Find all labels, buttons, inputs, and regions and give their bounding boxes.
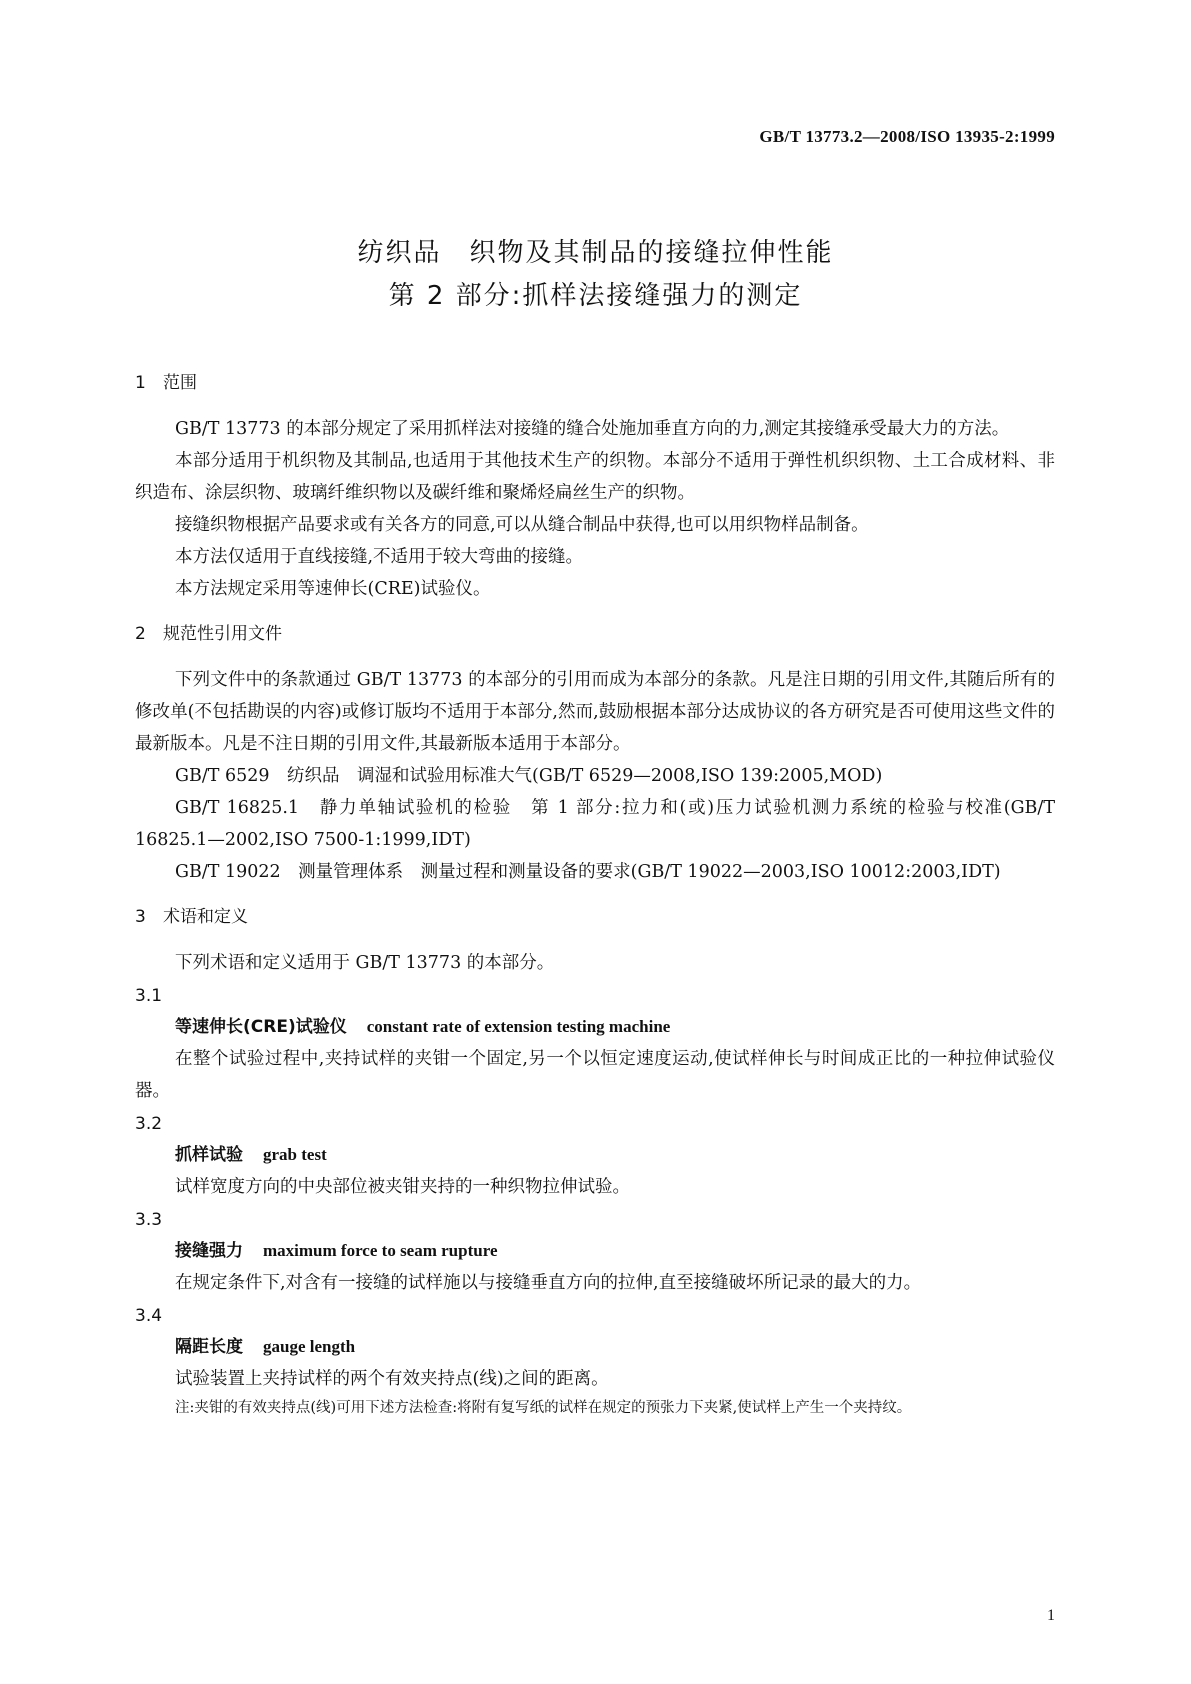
term-definition: 试验装置上夹持试样的两个有效夹持点(线)之间的距离。: [175, 1369, 609, 1389]
term-en: constant rate of extension testing machine: [366, 1017, 671, 1036]
term-heading: [135, 1235, 1055, 1267]
paragraph: 本方法规定采用等速伸长(CRE)试验仪。: [175, 579, 491, 599]
term-definition: 试样宽度方向的中央部位被夹钳夹持的一种织物拉伸试验。: [175, 1177, 630, 1197]
section-heading-scope: [135, 368, 1055, 393]
section-number: 3: [135, 907, 146, 927]
term-zh: 隔距长度: [175, 1337, 243, 1357]
note: 注:夹钳的有效夹持点(线)可用下述方法检查:将附有复写纸的试样在规定的预张力下夹紧,使试样上产生一个夹持纹。: [175, 1400, 912, 1416]
paragraph: 接缝织物根据产品要求或有关各方的同意,可以从缝合制品中获得,也可以用织物样品制备。: [175, 515, 869, 535]
term-en: grab test: [263, 1145, 327, 1164]
section-number: 2: [135, 624, 146, 644]
term-number: 3.1: [135, 986, 163, 1006]
term-definition: 在规定条件下,对含有一接缝的试样施以与接缝垂直方向的拉伸,直至接缝破坏所记录的最大的力。: [175, 1273, 922, 1293]
section-title: 规范性引用文件: [163, 624, 282, 644]
reference-item: GB/T 16825.1 静力单轴试验机的检验 第 1 部分:拉力和(或)压力试验机测力系统的检验与校准(GB/T 16825.1—2002,ISO 7500-1:1999,IDT): [135, 798, 1055, 850]
section-heading-normative-references: [135, 619, 1055, 644]
standard-code: GB/T 13773.2—2008/ISO 13935-2:1999: [759, 127, 1055, 146]
page-number: 1: [1047, 1607, 1055, 1624]
term-number: 3.4: [135, 1306, 163, 1326]
document-body: [135, 368, 1055, 1422]
term-zh: 等速伸长(CRE)试验仪: [175, 1017, 347, 1037]
section-heading-terms: [135, 902, 1055, 927]
term-heading: [135, 1011, 1055, 1043]
term-heading: [135, 1139, 1055, 1171]
term-number: 3.2: [135, 1114, 163, 1134]
term-number: 3.3: [135, 1210, 163, 1230]
paragraph: GB/T 13773 的本部分规定了采用抓样法对接缝的缝合处施加垂直方向的力,测定其接缝承受最大力的方法。: [175, 419, 1010, 439]
term-zh: 接缝强力: [175, 1241, 243, 1261]
paragraph: 本部分适用于机织物及其制品,也适用于其他技术生产的织物。本部分不适用于弹性机织织物、土工合成材料、非织造布、涂层织物、玻璃纤维织物以及碳纤维和聚烯烃扁丝生产的织物。: [135, 451, 1055, 503]
term-definition: 在整个试验过程中,夹持试样的夹钳一个固定,另一个以恒定速度运动,使试样伸长与时间成正比的一种拉伸试验仪器。: [135, 1049, 1055, 1101]
reference-item: GB/T 6529 纺织品 调湿和试验用标准大气(GB/T 6529—2008,ISO 139:2005,MOD): [175, 766, 883, 786]
section-title: 范围: [163, 373, 197, 393]
document-title-line2: 第 2 部分:抓样法接缝强力的测定: [388, 281, 803, 311]
document-title-line1: 纺织品 织物及其制品的接缝拉伸性能: [357, 238, 834, 268]
section-number: 1: [135, 373, 146, 393]
term-zh: 抓样试验: [175, 1145, 243, 1165]
paragraph: 本方法仅适用于直线接缝,不适用于较大弯曲的接缝。: [175, 547, 584, 567]
section-title: 术语和定义: [163, 907, 248, 927]
paragraph: 下列文件中的条款通过 GB/T 13773 的本部分的引用而成为本部分的条款。凡是注日期的引用文件,其随后所有的修改单(不包括勘误的内容)或修订版均不适用于本部分,然而,鼓励根据本部分达成协议的各方研究是否可使用这些文件的最新版本。凡是不注日期的引用文件,其最新版本适用于本部分。: [135, 670, 1055, 754]
term-en: maximum force to seam rupture: [263, 1241, 498, 1260]
term-en: gauge length: [263, 1337, 356, 1356]
term-heading: [135, 1331, 1055, 1363]
paragraph: 下列术语和定义适用于 GB/T 13773 的本部分。: [175, 953, 555, 973]
reference-item: GB/T 19022 测量管理体系 测量过程和测量设备的要求(GB/T 19022—2003,ISO 10012:2003,IDT): [175, 862, 1001, 882]
